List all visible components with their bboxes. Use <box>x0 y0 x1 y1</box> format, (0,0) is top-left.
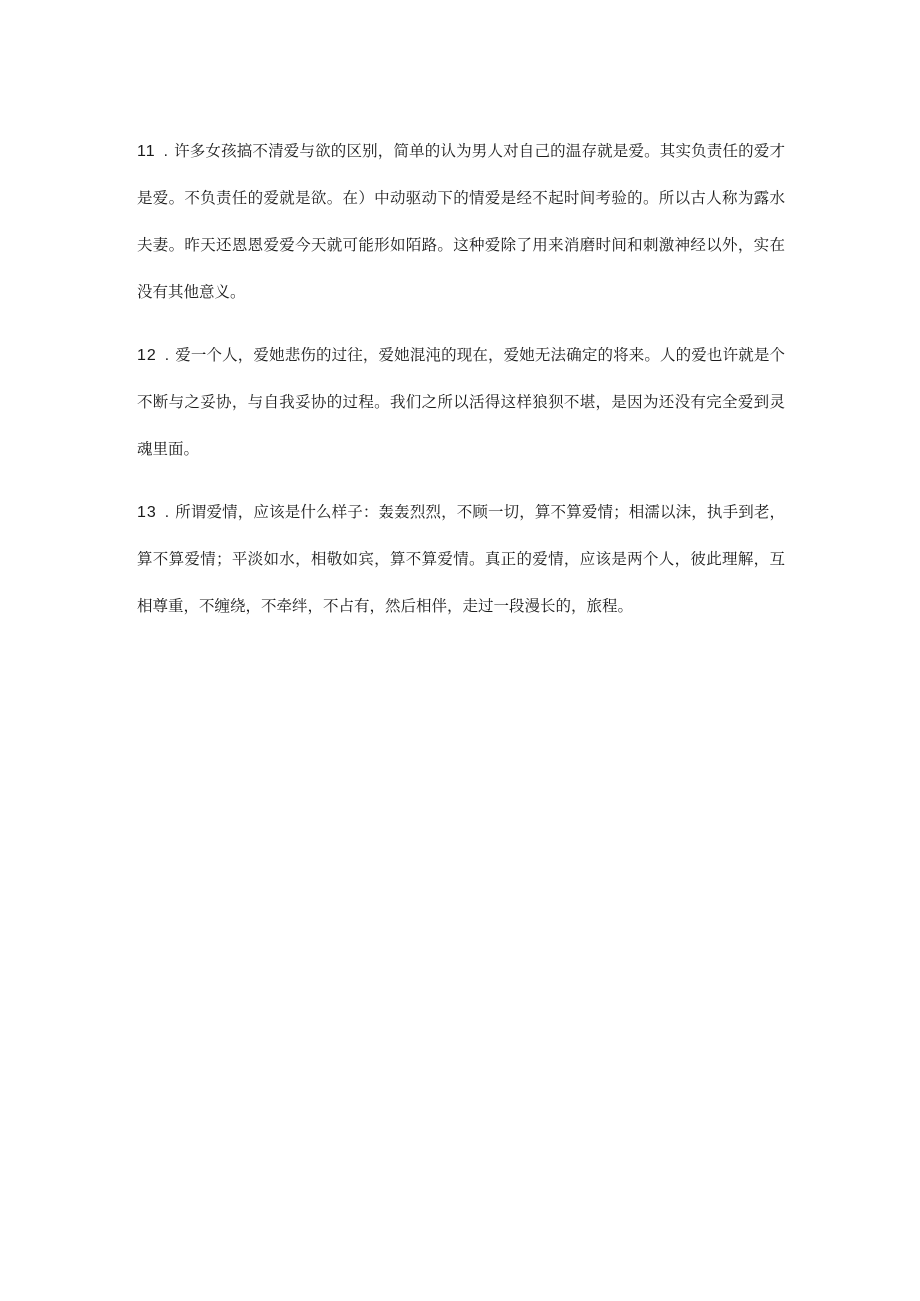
paragraph-separator: . <box>164 504 170 521</box>
paragraph-11 <box>137 128 785 316</box>
paragraph-text: 许多女孩搞不清爱与欲的区别，简单的认为男人对自己的温存就是爱。其实负责任的爱才是爱。不负责任的爱就是欲。在）中动驱动下的情爱是经不起时间考验的。所以古人称为露水夫妻。昨天还恩恩爱爱今天就可能形如陌路。这种爱除了用来消磨时间和刺激神经以外，实在没有其他意义。 <box>137 142 785 301</box>
paragraph-number: 12 <box>137 347 157 364</box>
paragraph-text: 所谓爱情，应该是什么样子：轰轰烈烈，不顾一切，算不算爱情；相濡以沫，执手到老，算不算爱情；平淡如水，相敬如宾，算不算爱情。真正的爱情，应该是两个人，彼此理解，互相尊重，不缠绕，不牵绊，不占有，然后相伴，走过一段漫长的，旅程。 <box>137 503 785 615</box>
paragraph-13 <box>137 489 785 630</box>
paragraph-number: 11 <box>137 143 156 160</box>
document-body <box>137 128 785 646</box>
paragraph-separator: . <box>164 347 170 364</box>
paragraph-number: 13 <box>137 504 157 521</box>
paragraph-text: 爱一个人，爱她悲伤的过往，爱她混沌的现在，爱她无法确定的将来。人的爱也许就是个不断与之妥协，与自我妥协的过程。我们之所以活得这样狼狈不堪，是因为还没有完全爱到灵魂里面。 <box>137 346 785 458</box>
paragraph-separator: . <box>163 143 168 160</box>
paragraph-12 <box>137 332 785 473</box>
